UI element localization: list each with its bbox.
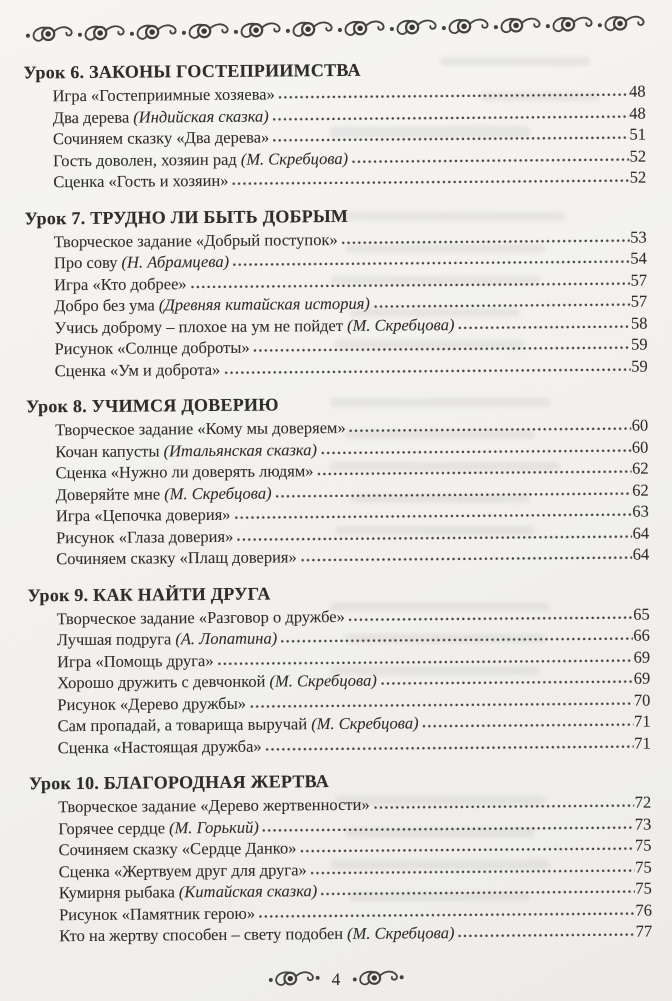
toc-section [26,390,649,570]
dot-leader-icon [342,238,630,244]
entry-page-number: 65 [633,604,650,624]
toc-section [29,767,652,947]
dot-leader-icon [350,427,631,433]
table-of-contents [23,56,652,947]
entry-label: Сценка «Жертвуем друг для друга» [58,859,307,881]
paisley-ornament-icon [23,20,75,48]
paisley-ornament-icon [439,13,491,41]
entry-label: Игра «Кто добрее» [54,273,187,294]
entry-page-number: 48 [629,81,646,101]
entry-label: Сценка «Ум и доброта» [54,359,221,380]
entry-label: Рисунок «Глаза доверия» [55,526,234,547]
entry-page-number: 51 [629,124,646,144]
entry-source: (Итальянская сказка) [163,439,318,460]
ornament-border [23,8,645,49]
dot-leader-icon [233,260,629,267]
toc-entries [26,415,649,570]
dot-leader-icon [321,890,634,896]
paisley-ornament-icon [127,18,179,46]
entry-page-number: 76 [635,900,653,920]
entry-label: Хорошо дружить с девчонкой [57,671,266,693]
entry-page-number: 75 [635,878,652,898]
dot-leader-icon [266,744,634,751]
entry-page-number: 63 [632,501,649,521]
section-heading: Урок 7. ТРУДНО ЛИ БЫТЬ ДОБРЫМ [24,205,349,228]
entry-label: Сочиняем сказку «Плащ доверия» [56,547,297,569]
dot-leader-icon [279,93,628,100]
paisley-ornament-icon [335,15,387,43]
entry-page-number: 58 [630,313,648,333]
entry-source: (А. Лопатина) [175,628,278,649]
entry-source: (Китайская сказка) [178,881,318,902]
dot-leader-icon [301,556,632,563]
entry-source: (Индийская сказка) [133,106,269,127]
entry-source: (Н. Абрамцева) [121,251,230,272]
toc-section [23,56,646,193]
entry-page-number: 52 [629,146,647,166]
toc-entry [59,921,652,947]
entry-label: Два дерева [52,107,130,127]
section-heading: Урок 8. УЧИМСЯ ДОВЕРИЮ [25,394,279,417]
dot-leader-icon [423,723,634,729]
entry-page-number: 53 [630,227,647,247]
paisley-ornament-icon [231,16,283,44]
dot-leader-icon [458,324,630,329]
page-footer [0,964,672,995]
entry-page-number: 71 [634,733,651,753]
paisley-ornament-icon [595,10,647,38]
entry-page-number: 75 [634,835,652,855]
toc-entry [53,167,646,193]
dot-leader-icon [235,513,632,520]
entry-page-number: 59 [630,334,648,354]
dot-leader-icon [218,658,633,665]
toc-entries [29,792,652,947]
entry-source: (Древняя китайская история) [158,293,370,315]
entry-label: Кумирня рыбака [58,882,175,903]
entry-label: Сценка «Гость и хозяин» [53,170,229,192]
dot-leader-icon [224,367,630,374]
section-heading: Урок 10. БЛАГОРОДНАЯ ЖЕРТВА [28,771,330,794]
paisley-ornament-icon [179,17,231,45]
toc-entries [28,603,651,758]
entry-source: (М. Скребцова) [311,713,419,734]
section-heading: Урок 6. ЗАКОНЫ ГОСТЕПРИИМСТВА [23,59,361,83]
entry-page-number: 75 [635,857,652,877]
dot-leader-icon [374,303,630,309]
entry-page-number: 77 [635,921,653,941]
entry-source: (М. Скребцова) [346,314,455,335]
entry-label: Игра «Помощь друга» [56,650,214,671]
entry-page-number: 60 [631,415,649,435]
dot-leader-icon [318,470,632,476]
entry-label: Сценка «Нужно ли доверять людям» [55,461,314,483]
entry-source: (М. Скребцова) [240,148,349,169]
dot-leader-icon [374,804,634,810]
entry-label: Сочиняем сказку «Сердце Данко» [58,838,297,860]
toc-section [27,578,650,758]
paisley-ornament-icon [283,15,335,43]
entry-page-number: 73 [634,814,652,834]
entry-page-number: 52 [629,167,647,187]
entry-source: (М. Скребцова) [164,483,272,503]
entry-page-number: 66 [633,625,650,645]
toc-section [24,201,647,381]
entry-source: (М. Скребцова) [347,923,455,943]
entry-page-number: 54 [630,248,647,268]
entry-page-number: 57 [630,270,648,290]
entry-label: Творческое задание «Дерево жертвенности» [58,794,370,817]
dot-leader-icon [281,637,632,644]
dot-leader-icon [300,847,634,854]
entry-label: Кто на жертву способен – свету подобен [59,923,344,946]
entry-label: Игра «Гостеприимные хозяева» [52,84,275,106]
dot-leader-icon [321,448,631,454]
entry-label: Кочан капусты [55,440,160,461]
toc-entries [24,81,647,193]
dot-leader-icon [276,491,632,498]
dot-leader-icon [352,157,628,163]
entry-page-number: 71 [633,711,651,731]
dot-leader-icon [311,868,634,875]
dot-leader-icon [458,933,634,938]
entry-page-number: 64 [632,544,650,564]
entry-page-number: 69 [633,647,651,667]
dot-leader-icon [233,179,629,186]
toc-entry [58,732,651,758]
dot-leader-icon [254,346,630,353]
dot-leader-icon [191,281,630,288]
entry-page-number: 64 [632,523,650,543]
entry-page-number: 70 [633,690,651,710]
entry-label: Сценка «Настоящая дружба» [57,736,262,757]
entry-label: Гость доволен, хозяин рад [53,149,237,170]
section-heading: Урок 9. КАК НАЙТИ ДРУГА [27,583,271,605]
entry-label: Рисунок «Солнце доброты» [54,337,250,359]
toc-entries [25,226,648,381]
entry-page-number: 57 [630,291,648,311]
entry-label: Творческое задание «Кому мы доверяем» [55,417,346,440]
dot-leader-icon [237,534,631,541]
entry-page-number: 62 [632,480,649,500]
entry-label: Сам пропадай, а товарища выручай [57,714,308,736]
dot-leader-icon [250,701,633,708]
dot-leader-icon [381,680,633,686]
entry-label: Творческое задание «Добрый поступок» [53,229,338,251]
entry-label: Доверяйте мне [55,483,161,504]
entry-page-number: 69 [633,668,651,688]
footer-left-paisley-ornament-icon [265,966,323,992]
footer-page-number: 4 [331,968,341,989]
entry-label: Про сову [53,252,118,273]
entry-page-number: 72 [634,792,652,812]
paisley-ornament-icon [543,11,595,39]
entry-label: Рисунок «Памятник герою» [58,903,256,924]
paisley-ornament-icon [491,12,543,40]
paisley-ornament-icon [75,19,127,47]
entry-page-number: 62 [631,458,649,478]
toc-entry [55,355,648,381]
entry-label: Добро без ума [54,295,155,316]
entry-label: Горячее сердце [58,817,166,838]
toc-entry [56,544,649,570]
entry-label: Творческое задание «Разговор о дружбе» [56,606,345,628]
dot-leader-icon [273,114,629,121]
footer-right-paisley-ornament-icon [349,966,407,992]
dot-leader-icon [273,136,628,143]
dot-leader-icon [263,825,634,832]
entry-page-number: 60 [631,437,649,457]
entry-source: (М. Скребцова) [269,670,377,691]
dot-leader-icon [349,615,632,621]
entry-label: Сочиняем сказку «Два дерева» [52,127,270,149]
entry-label: Учись доброму – плохое на ум не пойдет [54,315,344,337]
entry-label: Рисунок «Дерево дружбы» [57,693,247,714]
entry-page-number: 48 [629,103,646,123]
entry-source: (М. Горький) [168,817,259,837]
entry-label: Игра «Цепочка доверия» [55,504,231,526]
paisley-ornament-icon [387,14,439,42]
entry-label: Лучшая подруга [56,629,172,650]
entry-page-number: 59 [631,356,648,376]
dot-leader-icon [259,911,634,918]
